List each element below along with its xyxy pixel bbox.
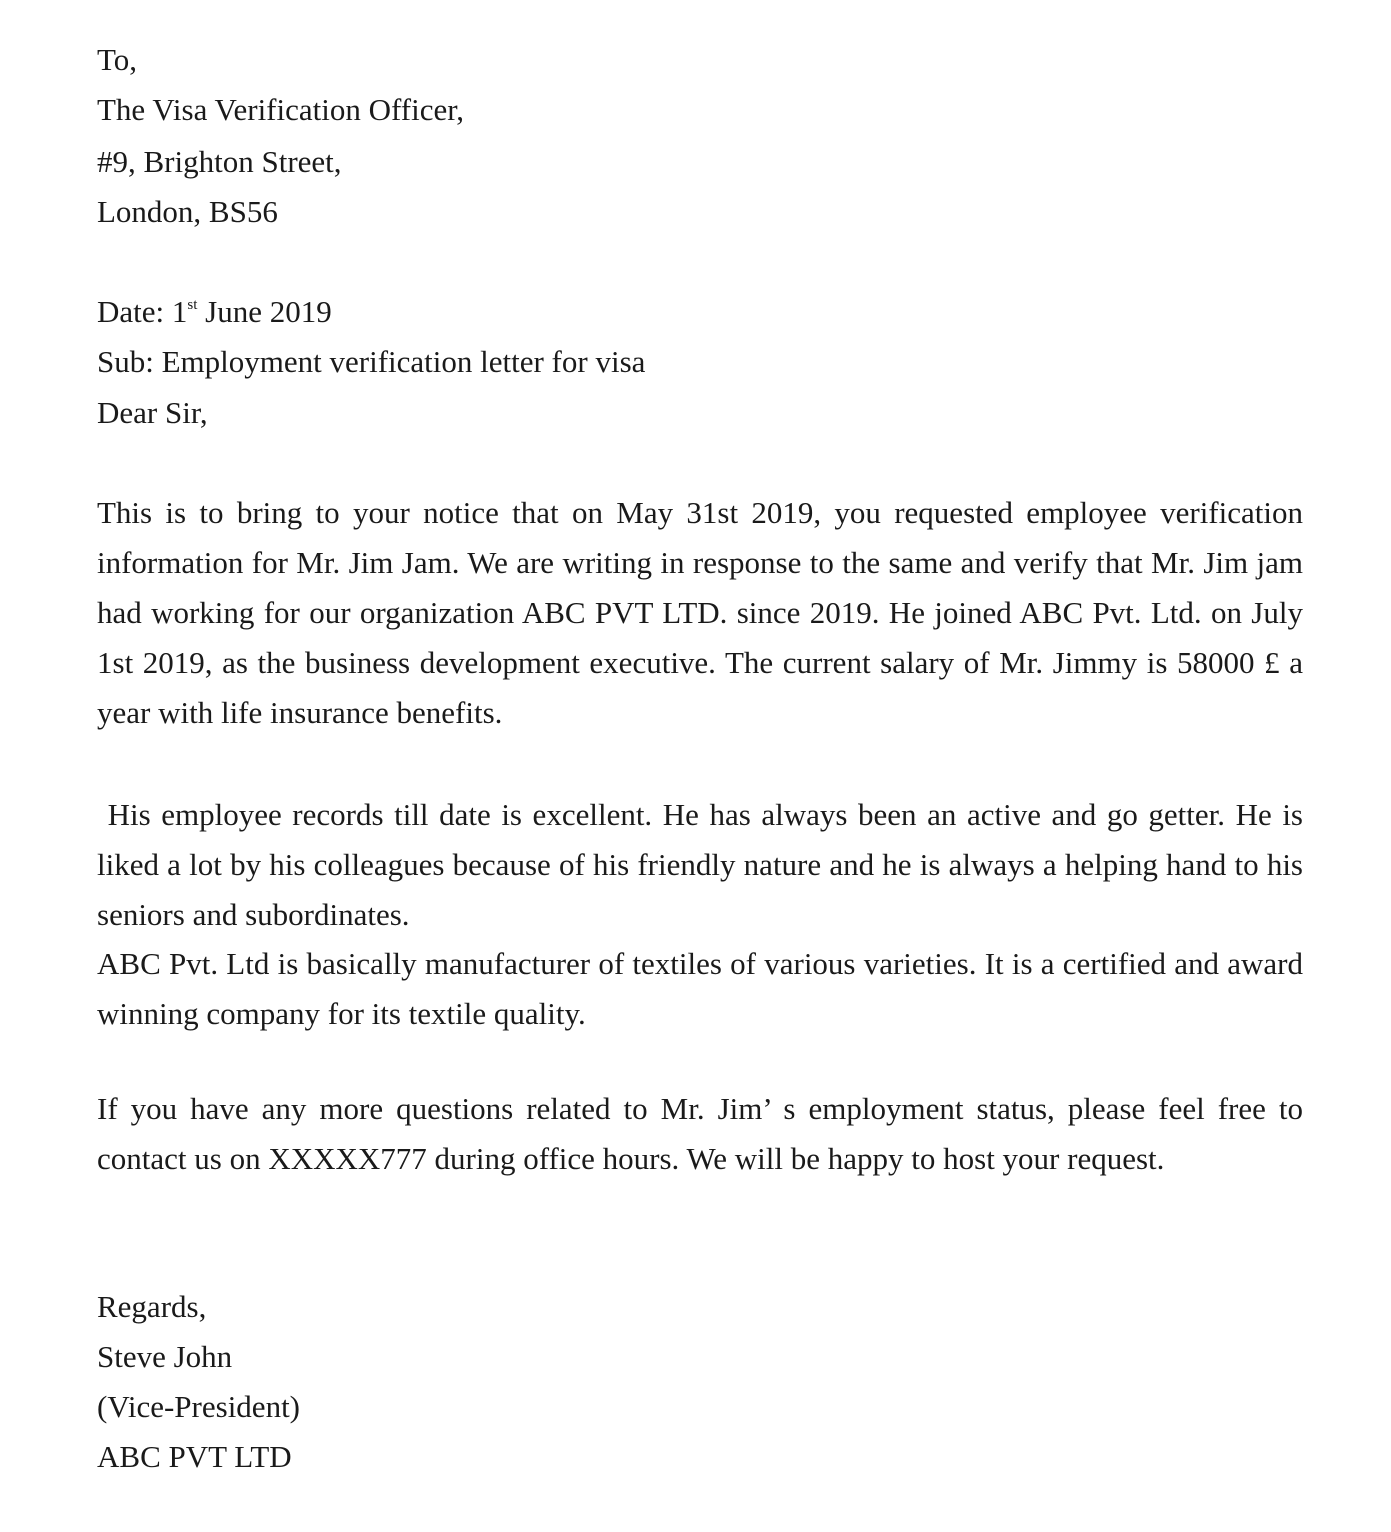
letter-date (97, 296, 332, 327)
recipient-street: #9, Brighton Street, (97, 144, 342, 179)
recipient-to: To, (97, 42, 138, 77)
closing-regards: Regards, (97, 1289, 207, 1324)
body-paragraph-1: This is to bring to your notice that on May 31st 2019, you requested employee verification information for Mr. Jim Jam. We are writing in response to the same and verify that Mr. Jim jam had working for our organization ABC PVT LTD. since 2019. He joined ABC Pvt. Ltd. on July 1st 2019, as the business development executive. The current salary of Mr. Jimmy is 58000 £ a year with life insurance benefits. (97, 495, 1303, 730)
recipient-city: London, BS56 (97, 194, 278, 229)
body-paragraph-3: ABC Pvt. Ltd is basically manufacturer of textiles of various varieties. It is a certified and award winning company for its textile quality. (97, 946, 1303, 1031)
closing-company: ABC PVT LTD (97, 1439, 292, 1474)
closing-signatory: Steve John (97, 1339, 233, 1374)
body-paragraph-4: If you have any more questions related to Mr. Jim’ s employment status, please feel free to contact us on XXXXX777 during office hours. We will be happy to host your request. (97, 1091, 1303, 1176)
letter-subject: Sub: Employment verification letter for visa (97, 344, 646, 379)
closing-title: (Vice-President) (97, 1389, 300, 1424)
letter-salutation: Dear Sir, (97, 395, 208, 430)
recipient-name: The Visa Verification Officer, (97, 92, 465, 127)
date-prefix: Date: 1 (97, 294, 188, 329)
body-paragraph-2: His employee records till date is excellent. He has always been an active and go getter. He is liked a lot by his colleagues because of his friendly nature and he is always a helping hand to his seniors and subordinates. (97, 797, 1311, 932)
date-rest: June 2019 (197, 294, 332, 329)
date-ordinal-suffix: st (187, 297, 198, 313)
